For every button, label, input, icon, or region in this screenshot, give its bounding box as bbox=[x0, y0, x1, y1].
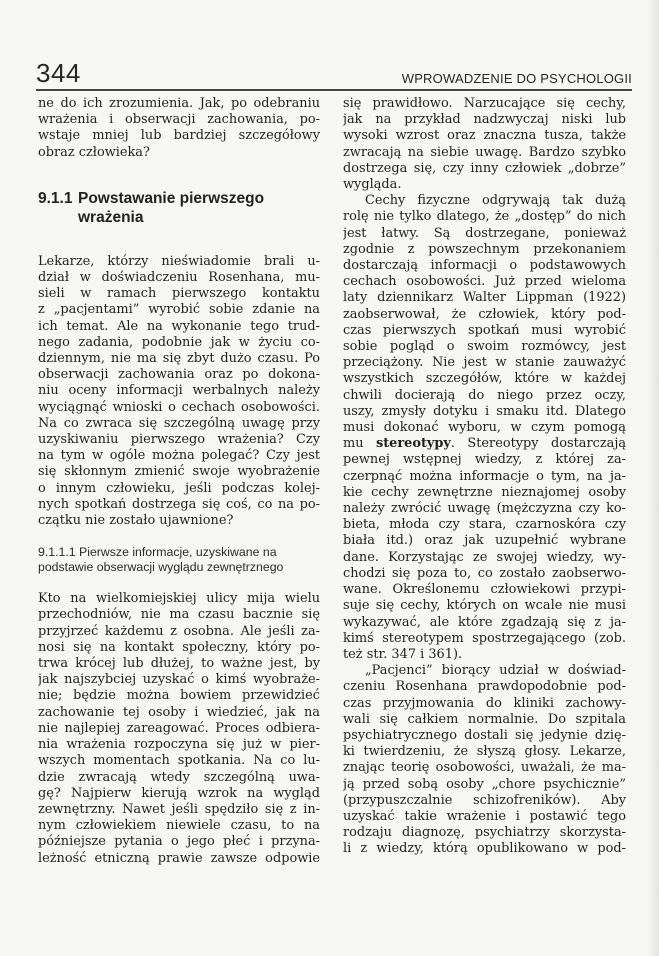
text-line: jak najszybciej uzyskać o kimś wyobraże- bbox=[38, 672, 320, 688]
text-line: zewnętrzny. Nawet jeśli spędziło się z in- bbox=[38, 801, 320, 817]
text-fragment: . Stereotypy dostarczają bbox=[450, 436, 626, 452]
text-line: Kto na wielkomiejskiej ulicy mija wielu bbox=[38, 591, 320, 607]
text-line: cechach osobowości. Już przed wieloma bbox=[343, 274, 626, 290]
text-line: li z wiedzy, którą opublikowano w pod- bbox=[343, 841, 626, 857]
text-line: pewnej wstępnej wiedzy, z której za- bbox=[343, 452, 626, 468]
text-line: musi dokonać wyboru, w czym pomogą bbox=[343, 420, 626, 436]
text-line: nie; będzie można bowiem przewidzieć bbox=[38, 688, 320, 704]
text-line: znając teorię osobowości, uważali, że ma- bbox=[343, 760, 626, 776]
text-line: trwa krócej lub dłużej, to ważne jest, by bbox=[38, 656, 320, 672]
text-line: czas pierwszych spotkań musi wyrobić bbox=[343, 322, 626, 338]
text-line: uzyskiwaniu pierwszego wrażenia? Czy bbox=[38, 432, 320, 448]
text-line: ją przed sobą osoby „chore psychicznie” bbox=[343, 776, 626, 792]
text-line: wali się całkiem normalnie. Do szpitala bbox=[343, 711, 626, 727]
stereotype-line bbox=[343, 436, 626, 452]
text-line: wane. Określonemu człowiekowi przypi- bbox=[343, 582, 626, 598]
section-title-line2: wrażenia bbox=[78, 208, 144, 226]
subsection-heading bbox=[38, 545, 320, 575]
paragraph-stereotypes bbox=[343, 193, 626, 663]
text-line: się prawidłowo. Narzucające się cechy, bbox=[343, 96, 626, 111]
text-line: laty dziennikarz Walter Lippman (1922) bbox=[343, 290, 626, 306]
text-line: biała itd.) oraz jak uzupełnić wybrane bbox=[343, 533, 626, 549]
section-number: 9.1.1 bbox=[38, 189, 73, 207]
text-line: należy zwrócić uwagę (mężczyzna czy ko- bbox=[343, 501, 626, 517]
text-line: „Pacjenci” biorący udział w doświad- bbox=[365, 663, 626, 679]
text-line: przechodniów, nie ma czasu bacznie się bbox=[38, 607, 320, 623]
text-line: dzie zwracają wtedy szczególną uwa- bbox=[38, 769, 320, 785]
subsection-title-line2: podstawie obserwacji wyglądu zewnętrznego bbox=[38, 560, 284, 575]
text-line: rolę nie tylko dlatego, że „dostęp” do nich bbox=[343, 209, 626, 225]
subsection-title-line1: 9.1.1.1 Pierwsze informacje, uzyskiwane na bbox=[38, 545, 277, 560]
text-line: sobie pogląd o swoim rozmówcy, jest bbox=[343, 339, 626, 355]
text-line: obraz człowieka? bbox=[38, 144, 150, 160]
section-heading bbox=[38, 189, 320, 227]
text-line: ich temat. Ale na wykonanie tego trud- bbox=[38, 318, 320, 334]
text-line: przeciążony. Nie jest w stanie zauważyć bbox=[343, 355, 626, 371]
text-line: wstaje mniej lub bardziej szczegółowy bbox=[38, 128, 320, 144]
text-line: kimś stereotypem spostrzegającego (zob. bbox=[343, 630, 626, 646]
header-rule bbox=[36, 89, 632, 91]
text-line: kie cechy zewnętrzne nieznajomej osoby bbox=[343, 484, 626, 500]
text-line: sieli w ramach pierwszego kontaktu bbox=[38, 286, 320, 302]
paragraph-appearance bbox=[38, 591, 320, 866]
text-line: nosi się na kontakt społeczny, który po- bbox=[38, 639, 320, 655]
text-line: bieta, młoda czy stara, czarnoskóra czy bbox=[343, 517, 626, 533]
page-number: 344 bbox=[36, 58, 81, 88]
text-line: nym człowiekiem niewiele czasu, to na bbox=[38, 818, 320, 834]
paragraph-first-impression bbox=[38, 254, 320, 529]
right-column bbox=[343, 96, 626, 858]
section-title-line1: Powstawanie pierwszego bbox=[78, 189, 265, 207]
text-line: na tym w ogóle można polegać? Czy jest bbox=[38, 448, 320, 464]
text-line: uszy, zmysły dotyku i smaku itd. Dlatego bbox=[343, 403, 626, 419]
text-line: wszystkich szczegółów, które w każdej bbox=[343, 371, 626, 387]
text-line: psychiatrycznego dostali się jedynie dzię- bbox=[343, 727, 626, 743]
text-line: czas przyjmowania do kliniki zachowy- bbox=[343, 695, 626, 711]
text-line: (przypuszczalnie schizofreników). Aby bbox=[343, 792, 626, 808]
text-line: z „pacjentami” wyrobić sobie zdanie na bbox=[38, 302, 320, 318]
text-line: gę? Najpierw kierują wzrok na wygląd bbox=[38, 785, 320, 801]
text-line: wszych momentach spotkania. Na co lu- bbox=[38, 753, 320, 769]
text-line: ki twierdzeniu, że słyszą głosy. Lekarze, bbox=[343, 744, 626, 760]
text-line: dostarczają informacji o podstawowych bbox=[343, 258, 626, 274]
text-line: Cechy fizyczne odgrywają tak dużą bbox=[365, 193, 626, 209]
running-header: WPROWADZENIE DO PSYCHOLOGII bbox=[401, 71, 632, 86]
text-line: obserwacji zachowania oraz po dokona- bbox=[38, 367, 320, 383]
text-line: nia wrażenia rozpoczyna się już w pier- bbox=[38, 737, 320, 753]
text-line: niu oceny informacji werbalnych należy bbox=[38, 383, 320, 399]
text-line: wygląda. bbox=[343, 177, 402, 193]
text-line: leżność etniczną prawie zawsze odpowie bbox=[38, 850, 320, 866]
text-line: Na co zwraca się szczególną uwagę przy bbox=[38, 415, 320, 431]
text-line: o innym człowieku, jeśli podczas kolej- bbox=[38, 480, 320, 496]
text-line: dziennym, nie ma się zbyt dużo czasu. Po bbox=[38, 351, 320, 367]
text-line: dostrzega się, czy inny człowiek „dobrze” bbox=[343, 160, 626, 176]
text-line: też str. 347 i 361). bbox=[343, 646, 463, 662]
text-line: wrażenia i obserwacji zachowania, po- bbox=[38, 112, 320, 128]
text-line: się skłonnym zmienić swoje wyobrażenie bbox=[38, 464, 320, 480]
text-line: zachowanie tej osoby i wiedzieć, jak na bbox=[38, 704, 320, 720]
text-line: czerpnąć można informacje o tym, na ja- bbox=[343, 468, 626, 484]
text-line: nych spotkań dostrzega się coś, co na po- bbox=[38, 496, 320, 512]
page-edge-shadow bbox=[647, 0, 659, 956]
text-line: jak na przykład nadzwyczaj niski lub bbox=[343, 112, 626, 128]
text-line: Lekarze, którzy nieświadomie brali u- bbox=[38, 253, 320, 269]
left-column bbox=[38, 96, 320, 867]
text-line: późniejsze pytania o jego płeć i przyna- bbox=[38, 834, 320, 850]
paragraph-salient-features bbox=[343, 96, 626, 193]
bold-term-stereotypy: stereotypy bbox=[375, 436, 451, 452]
text-line: nie najlepiej zareagować. Proces odbiera- bbox=[38, 720, 320, 736]
paragraph-rosenhan-patients bbox=[343, 663, 626, 857]
text-line: dane. Korzystając ze swojej wiedzy, wy- bbox=[343, 549, 626, 565]
text-line: rodzaju diagnozę, psychiatrzy skorzysta- bbox=[343, 825, 626, 841]
text-line: zaobserwował, że człowiek, który pod- bbox=[343, 306, 626, 322]
text-line: chodzi się poza to, co zostało zaobserwo- bbox=[343, 565, 626, 581]
text-line: uzyskać takie wrażenie i postawić tego bbox=[343, 808, 626, 824]
text-line: zgodnie z powszechnym przekonaniem bbox=[343, 241, 626, 257]
text-line: wyciągnąć wnioski o cechach osobowości. bbox=[38, 399, 320, 415]
text-line: czeniu Rosenhana prawdopodobnie pod- bbox=[343, 679, 626, 695]
text-line: dział w doświadczeniu Rosenhana, mu- bbox=[38, 270, 320, 286]
text-line: przyjrzeć każdemu z osobna. Ale jeśli za- bbox=[38, 623, 320, 639]
text-line: suje się cechy, których on wcale nie musi bbox=[343, 598, 626, 614]
intro-paragraph bbox=[38, 96, 320, 161]
text-line: chwili docierają do niego przez oczy, bbox=[343, 387, 626, 403]
text-line: czątku nie zostało ujawnione? bbox=[38, 513, 234, 529]
text-line: jest łatwy. Są dostrzegane, ponieważ bbox=[343, 225, 626, 241]
text-line: ne do ich zrozumienia. Jak, po odebraniu bbox=[38, 96, 320, 111]
text-fragment: mu bbox=[343, 436, 376, 452]
text-line: wykazywać, ale które zgadzają się z ja- bbox=[343, 614, 626, 630]
text-line: zwracają na siebie uwagę. Bardzo szybko bbox=[343, 144, 626, 160]
text-line: nego zadania, podobnie jak w życiu co- bbox=[38, 334, 320, 350]
text-line: wysoki wzrost oraz znaczna tusza, także bbox=[343, 128, 626, 144]
